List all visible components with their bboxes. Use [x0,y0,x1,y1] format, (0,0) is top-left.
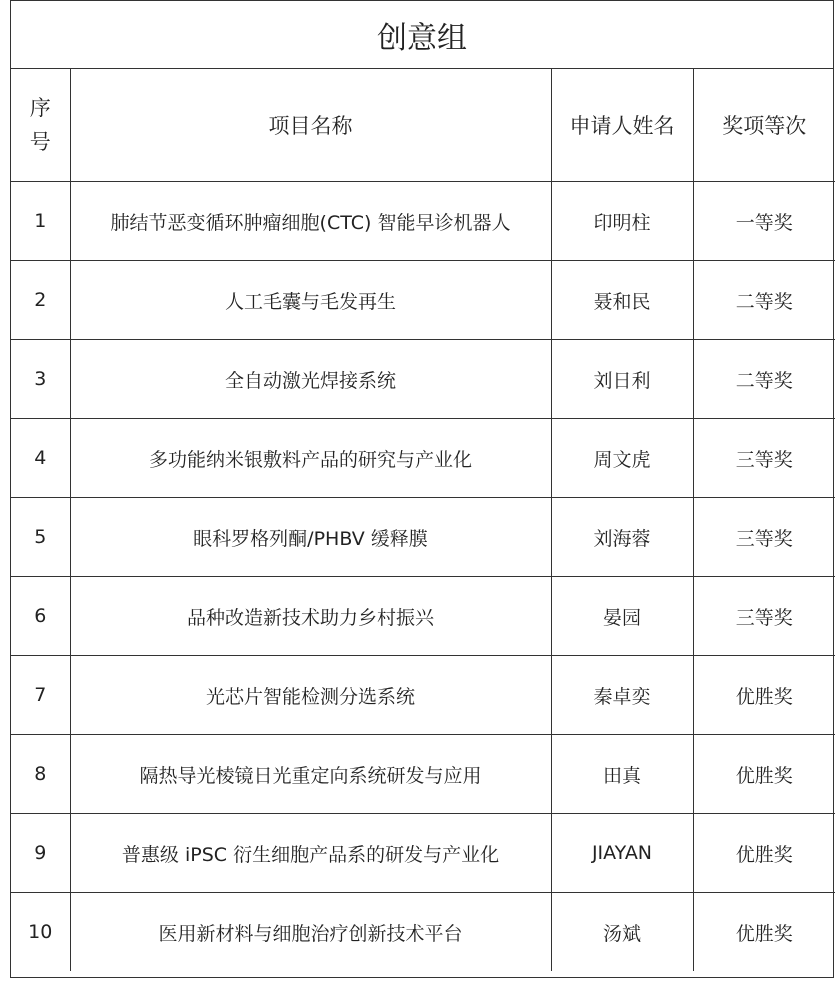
award-table [11,68,835,971]
table-row [11,814,835,893]
table-row [11,893,835,972]
applicant-name: 秦卓奕 [551,656,693,735]
row-number: 5 [11,498,70,577]
project-name: 普惠级 iPSC 衍生细胞产品系的研发与产业化 [70,814,551,893]
column-header-seq [11,68,70,182]
award-level: 优胜奖 [693,893,835,972]
column-header-award: 奖项等次 [693,68,835,182]
row-number: 2 [11,261,70,340]
column-header-seq-line2: 号 [29,129,51,154]
project-name: 眼科罗格列酮/PHBV 缓释膜 [70,498,551,577]
award-level: 优胜奖 [693,656,835,735]
row-number: 1 [11,182,70,261]
award-level: 三等奖 [693,577,835,656]
table-row [11,656,835,735]
table-row [11,261,835,340]
header-row [11,68,835,182]
award-table-sheet [10,0,834,978]
project-name: 人工毛囊与毛发再生 [70,261,551,340]
project-name: 全自动激光焊接系统 [70,340,551,419]
project-name: 肺结节恶变循环肿瘤细胞(CTC) 智能早诊机器人 [70,182,551,261]
table-row [11,419,835,498]
row-number: 7 [11,656,70,735]
applicant-name: 印明柱 [551,182,693,261]
table-title: 创意组 [11,1,833,69]
applicant-name: 聂和民 [551,261,693,340]
applicant-name: 晏园 [551,577,693,656]
row-number: 9 [11,814,70,893]
table-row [11,340,835,419]
applicant-name: 刘日利 [551,340,693,419]
applicant-name: 周文虎 [551,419,693,498]
award-level: 优胜奖 [693,735,835,814]
table-row [11,498,835,577]
applicant-name: 田真 [551,735,693,814]
project-name: 光芯片智能检测分选系统 [70,656,551,735]
award-level: 二等奖 [693,340,835,419]
project-name: 医用新材料与细胞治疗创新技术平台 [70,893,551,972]
row-number: 8 [11,735,70,814]
applicant-name: 汤斌 [551,893,693,972]
project-name: 多功能纳米银敷料产品的研究与产业化 [70,419,551,498]
column-header-seq-line1: 序 [29,95,51,120]
table-row [11,735,835,814]
project-name: 隔热导光棱镜日光重定向系统研发与应用 [70,735,551,814]
award-level: 优胜奖 [693,814,835,893]
applicant-name: JIAYAN [551,814,693,893]
row-number: 10 [11,893,70,972]
project-name: 品种改造新技术助力乡村振兴 [70,577,551,656]
award-level: 三等奖 [693,419,835,498]
row-number: 4 [11,419,70,498]
column-header-project: 项目名称 [70,68,551,182]
row-number: 3 [11,340,70,419]
row-number: 6 [11,577,70,656]
table-row [11,182,835,261]
table-row [11,577,835,656]
award-level: 二等奖 [693,261,835,340]
award-level: 三等奖 [693,498,835,577]
column-header-applicant: 申请人姓名 [551,68,693,182]
award-level: 一等奖 [693,182,835,261]
applicant-name: 刘海蓉 [551,498,693,577]
